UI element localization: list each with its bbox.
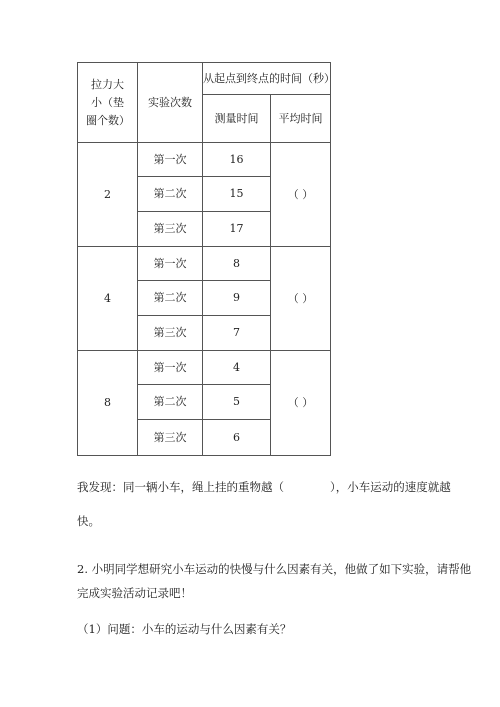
time-value: 5 bbox=[203, 385, 271, 420]
trial-label: 第一次 bbox=[138, 143, 203, 177]
trial-label: 第一次 bbox=[138, 247, 203, 281]
average-blank[interactable]: （ ） bbox=[271, 247, 331, 351]
finding-line-2: 快。 bbox=[77, 514, 100, 528]
time-value: 4 bbox=[203, 351, 271, 385]
trial-label: 第二次 bbox=[138, 281, 203, 316]
trial-label: 第二次 bbox=[138, 385, 203, 420]
finding-line-1: 我发现：同一辆小车，绳上挂的重物越（ ），小车运动的速度就越 bbox=[77, 480, 451, 494]
header-trial: 实验次数 bbox=[138, 63, 203, 143]
average-blank[interactable]: （ ） bbox=[271, 143, 331, 247]
question-2-line-1: 2. 小明同学想研究小车运动的快慢与什么因素有关，他做了如下实验，请帮他 bbox=[77, 562, 472, 576]
time-value: 6 bbox=[203, 420, 271, 456]
force-value: 8 bbox=[78, 351, 138, 456]
time-value: 7 bbox=[203, 316, 271, 351]
header-average: 平均时间 bbox=[271, 95, 331, 143]
trial-label: 第三次 bbox=[138, 316, 203, 351]
trial-label: 第一次 bbox=[138, 351, 203, 385]
header-measured: 测量时间 bbox=[203, 95, 271, 143]
header-force: 拉力大小（垫圈个数） bbox=[78, 63, 138, 143]
force-value: 4 bbox=[78, 247, 138, 351]
time-value: 8 bbox=[203, 247, 271, 281]
trial-label: 第三次 bbox=[138, 212, 203, 247]
time-value: 9 bbox=[203, 281, 271, 316]
time-value: 16 bbox=[203, 143, 271, 177]
sub-question-1: （1）问题：小车的运动与什么因素有关？ bbox=[77, 622, 292, 636]
experiment-table bbox=[77, 62, 335, 456]
force-value: 2 bbox=[78, 143, 138, 247]
time-value: 15 bbox=[203, 177, 271, 212]
average-blank[interactable]: （ ） bbox=[271, 351, 331, 456]
question-2-line-2: 完成实验活动记录吧！ bbox=[77, 586, 192, 600]
trial-label: 第二次 bbox=[138, 177, 203, 212]
header-time-group: 从起点到终点的时间（秒） bbox=[203, 63, 331, 95]
trial-label: 第三次 bbox=[138, 420, 203, 456]
time-value: 17 bbox=[203, 212, 271, 247]
